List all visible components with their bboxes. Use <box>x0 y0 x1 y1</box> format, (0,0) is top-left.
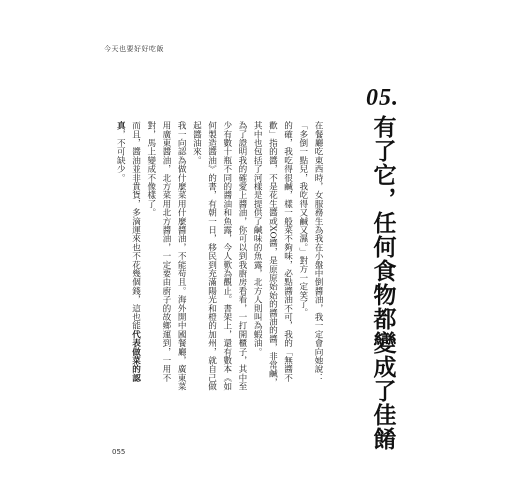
chapter-title <box>366 83 399 451</box>
paragraph-text: ，不可缺少。 <box>115 129 126 182</box>
chapter-number: 05. <box>366 85 399 111</box>
paragraph: 我一向認為做什麼菜用什麼醬油，不能苟且。海外開中國餐廳，廣東菜用廣東醬油，北方菜用北方醬油，一定要由廚子的故鄉運到，一用不對，馬上變成不像樣了。 <box>145 120 187 391</box>
body-text <box>112 112 325 392</box>
paragraph <box>112 112 142 392</box>
emphasis-text: 代表做菜的認真 <box>115 120 141 382</box>
paragraph: 的確，我吃得很鹹，樣一般菜不夠味，必點醬油不可，我的「無醬不歡」指的醬，不是花生醬或XO醬，是原原始始的醬油的醬，非常鹹，其中也包括了河樣是提供了鹹味的魚露，北方人則叫為蝦油。 <box>252 120 293 387</box>
paragraph: 在餐廳吃東西時，女服務生為我在小盤中倒醬油，我一定會向她說：「多倒一點兒，我吃得又鹹又濕。」對方一定笑了。 <box>297 120 323 382</box>
paragraph-text: 而且，醬油並非貴貨，多滴運來也不花幾個錢，這也能 <box>130 120 141 330</box>
page-number: 055 <box>112 448 126 456</box>
running-header: 今天也要好好吃飯 <box>104 45 164 53</box>
paragraph: 為了證明我的確愛上醬油，你可以到我廚房看看，一打開櫃子，其中至少有數十瓶不同的醬油和魚露，今人歎為觀止。書架上，還有數本《如何製造醬油》的書，有朝一日，移民到充滿陽光和橙的加州，就自己做起醬油來。 <box>191 120 247 391</box>
chapter-title-text: 有了它，任何食物都變成了佳餚 <box>369 115 396 451</box>
